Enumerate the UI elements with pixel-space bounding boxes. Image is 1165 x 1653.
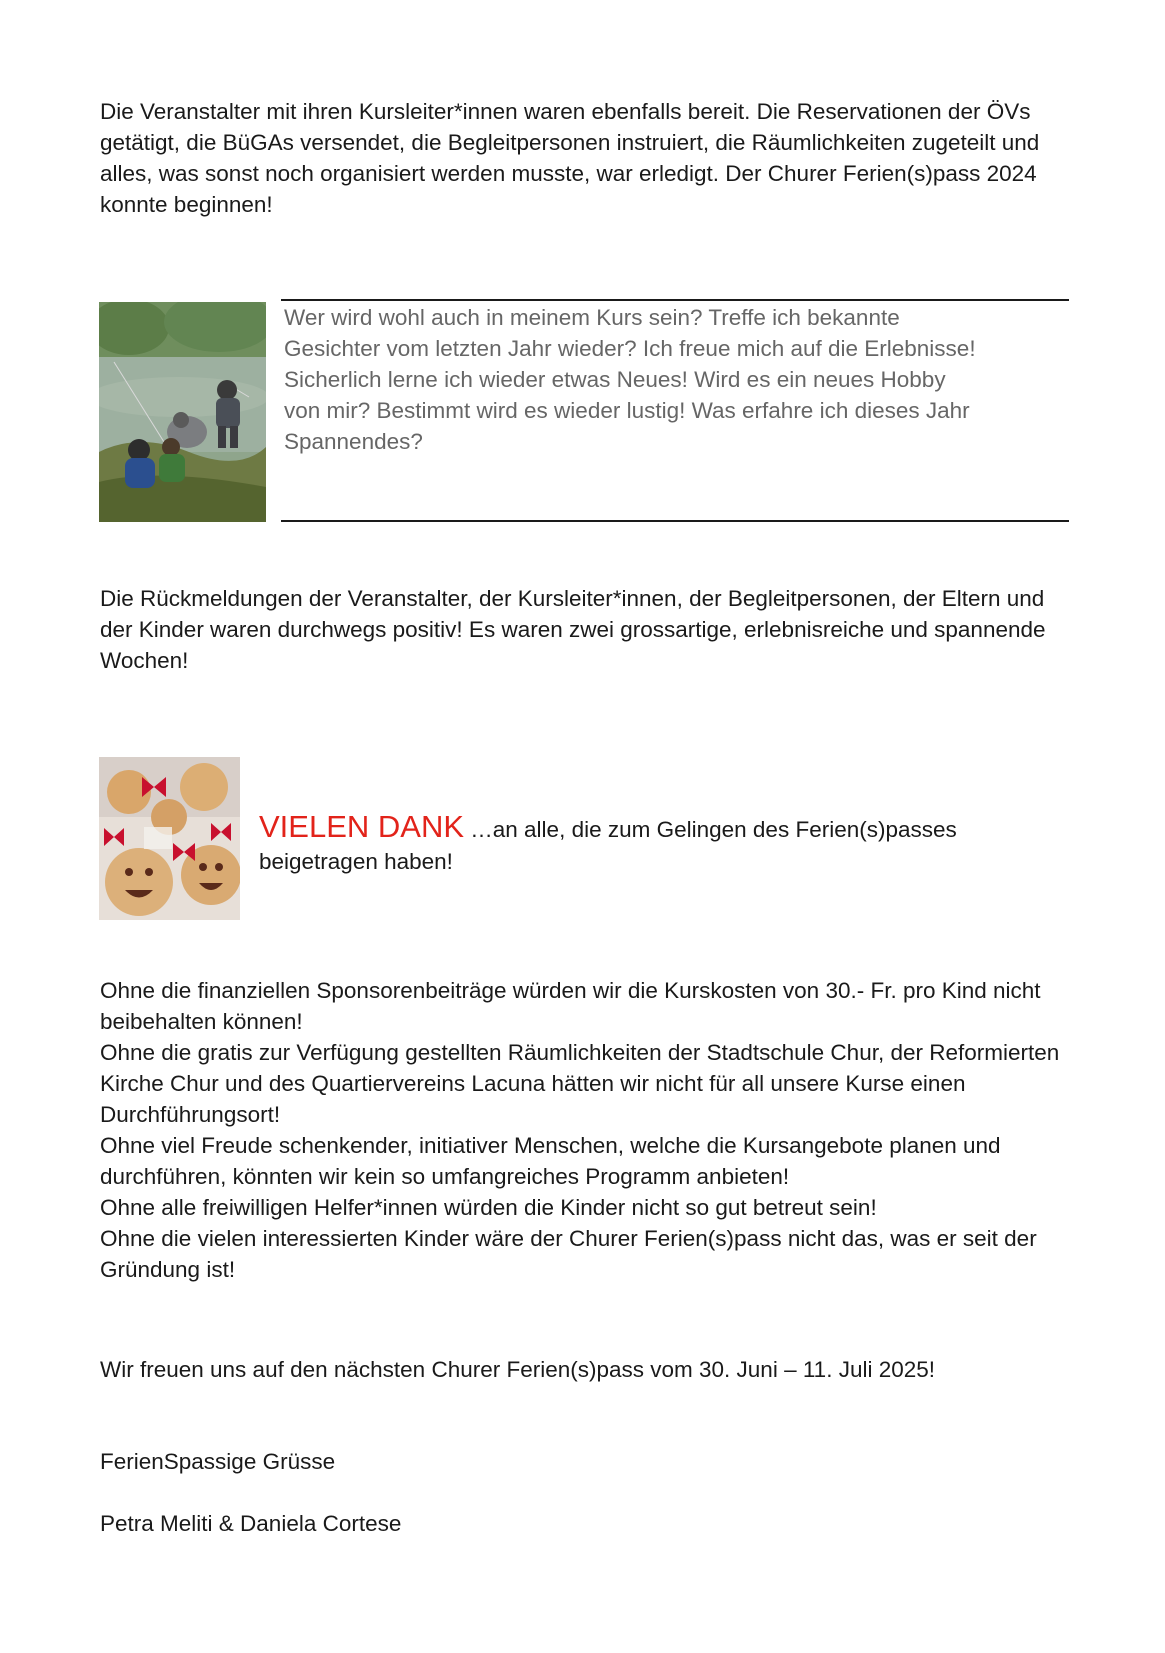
feedback-paragraph: Die Rückmeldungen der Veranstalter, der Kursleiter*innen, der Begleitpersonen, der Eltern und der Kinder waren durchwegs positiv! Es waren zwei grossartige, erlebnisreiche und spannende Wochen! — [100, 586, 1046, 673]
quote-text: Wer wird wohl auch in meinem Kurs sein? Treffe ich bekannte Gesichter vom letzten Jahr wieder? Ich freue mich auf die Erlebnisse! Sicherlich lerne ich wieder etwas Neues! Wird es ein neues Hobby von mir? Bestimmt wird es wieder lustig! Was erfahre ich dieses Jahr Spannendes? — [284, 305, 976, 454]
greeting-line: FerienSpassige Grüsse — [100, 1449, 336, 1474]
intro-paragraph: Die Veranstalter mit ihren Kursleiter*innen waren ebenfalls bereit. Die Reservationen der ÖVs getätigt, die BüGAs versendet, die Begleitpersonen instruiert, die Räumlichkeiten zugeteilt und alles, was sonst noch organisiert werden musste, war erledigt. Der Churer Ferien(s)pass 2024 konnte beginnen! — [100, 99, 1040, 217]
sponsor-line: Ohne die finanziellen Sponsorenbeiträge würden wir die Kurskosten von 30.- Fr. pro Kind nicht beibehalten können! — [100, 978, 1041, 1034]
quote-top-rule — [281, 299, 1069, 301]
thanks-title: VIELEN DANK — [259, 809, 465, 844]
signature-line: Petra Meliti & Daniela Cortese — [100, 1511, 402, 1536]
sponsor-line: Ohne viel Freude schenkender, initiativer Menschen, welche die Kursangebote planen und durchführen, könnten wir kein so umfangreiches Programm anbieten! — [100, 1133, 1001, 1189]
children-fishing-photo — [99, 302, 266, 522]
next-event-line: Wir freuen uns auf den nächsten Churer Ferien(s)pass vom 30. Juni – 11. Juli 2025! — [100, 1357, 936, 1382]
sponsor-line: Ohne die gratis zur Verfügung gestellten Räumlichkeiten der Stadtschule Chur, der Reformierten Kirche Chur und des Quartiervereins Lacuna hätten wir nicht für all unsere Kurse einen Durchführungsort! — [100, 1040, 1060, 1127]
sponsor-line: Ohne die vielen interessierten Kinder wäre der Churer Ferien(s)pass nicht das, was er seit der Gründung ist! — [100, 1226, 1037, 1282]
smiley-cookies-photo — [99, 757, 240, 920]
sponsor-paragraph — [100, 975, 1070, 1285]
thanks-text: …an alle, die zum Gelingen des Ferien(s)passes beigetragen haben! — [259, 817, 957, 874]
thanks-message — [259, 811, 1059, 878]
quote-bottom-rule — [281, 520, 1069, 522]
sponsor-line: Ohne alle freiwilligen Helfer*innen würden die Kinder nicht so gut betreut sein! — [100, 1195, 877, 1220]
